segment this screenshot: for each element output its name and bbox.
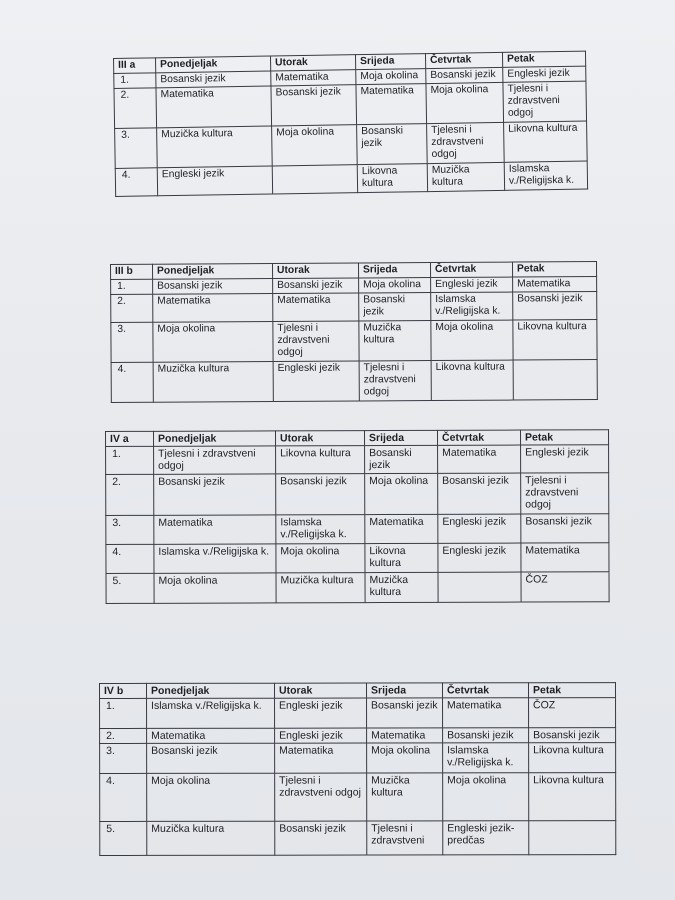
period-number: 4. bbox=[106, 544, 154, 573]
table-row bbox=[106, 445, 609, 475]
day-header: Petak bbox=[520, 430, 608, 445]
lesson-cell: Likovna kultura bbox=[357, 164, 427, 193]
header-row bbox=[100, 683, 616, 699]
lesson-cell: Engleski jezik bbox=[521, 445, 609, 473]
period-number: 3. bbox=[106, 515, 154, 544]
class-label: III b bbox=[111, 264, 153, 279]
period-number: 3. bbox=[100, 743, 147, 773]
lesson-cell: Engleski jezik bbox=[273, 361, 359, 402]
lesson-cell: Moja okolina bbox=[272, 125, 358, 166]
lesson-cell: Bosanski jezik bbox=[443, 728, 529, 743]
lesson-cell: Muzička kultura bbox=[427, 162, 504, 191]
table-row bbox=[111, 360, 597, 403]
table-row bbox=[100, 773, 616, 822]
lesson-cell: Bosanski jezik bbox=[426, 67, 503, 83]
lesson-cell: Tjelesni i zdravstveni odgoj bbox=[275, 773, 367, 821]
day-header: Srijeda bbox=[367, 683, 443, 698]
lesson-cell: Bosanski jezik bbox=[438, 473, 521, 514]
lesson-cell: Likovna kultura bbox=[504, 121, 588, 162]
lesson-cell: Matematika bbox=[153, 294, 273, 323]
period-number: 3. bbox=[111, 322, 153, 362]
lesson-cell: Islamska v./Religijska k. bbox=[504, 161, 587, 190]
period-number: 4. bbox=[100, 773, 147, 821]
lesson-cell: Bosanski jezik bbox=[156, 71, 271, 88]
lesson-cell: Engleski jezik bbox=[275, 728, 367, 743]
day-header: Ponedjeljak bbox=[153, 264, 273, 280]
timetable-iv-a bbox=[105, 429, 610, 604]
lesson-cell: Tjelesni i zdravstveni odgoj bbox=[427, 122, 505, 163]
day-header: Petak bbox=[502, 51, 585, 67]
lesson-cell: Engleski jezik bbox=[431, 277, 513, 293]
day-header: Utorak bbox=[270, 55, 355, 71]
period-number: 4. bbox=[115, 168, 157, 197]
period-number: 1. bbox=[100, 698, 147, 728]
period-number: 2. bbox=[111, 294, 153, 322]
period-number: 1. bbox=[106, 446, 154, 474]
lesson-cell: Bosanski jezik bbox=[359, 293, 431, 321]
lesson-cell: Matematika bbox=[275, 743, 367, 773]
period-number: 1. bbox=[114, 73, 156, 89]
day-header: Četvrtak bbox=[430, 262, 512, 278]
lesson-cell: Likovna kultura bbox=[513, 320, 597, 361]
lesson-cell: Tjelesni i zdravstveni odgoj bbox=[503, 81, 587, 122]
period-number: 2. bbox=[106, 474, 154, 515]
lesson-cell: ČOZ bbox=[529, 698, 616, 728]
lesson-cell: Bosanski jezik bbox=[367, 698, 443, 728]
header-row bbox=[106, 430, 609, 447]
lesson-cell: Moja okolina bbox=[365, 473, 438, 514]
lesson-cell: Islamska v./Religijska k. bbox=[276, 515, 365, 544]
lesson-cell: Bosanski jezik bbox=[529, 728, 616, 743]
lesson-cell: Muzička kultura bbox=[367, 773, 443, 821]
lesson-cell: Engleski jezik bbox=[157, 166, 272, 196]
lesson-cell: Bosanski jezik bbox=[513, 292, 597, 321]
day-header: Ponedjeljak bbox=[147, 683, 275, 698]
day-header: Utorak bbox=[273, 263, 359, 279]
table-row bbox=[106, 572, 609, 604]
table-row bbox=[100, 743, 616, 774]
table-row bbox=[106, 543, 609, 574]
lesson-cell: Muzička kultura bbox=[157, 126, 273, 168]
day-header: Ponedjeljak bbox=[154, 431, 276, 446]
lesson-cell: Islamska v./Religijska k. bbox=[154, 544, 276, 573]
lesson-cell: Engleski jezik bbox=[438, 543, 521, 572]
lesson-cell: Moja okolina bbox=[356, 69, 426, 85]
lesson-cell: ČOZ bbox=[521, 572, 609, 602]
lesson-cell: Matematika bbox=[271, 70, 356, 86]
lesson-cell: Moja okolina bbox=[426, 82, 504, 123]
timetable-iii-a bbox=[113, 51, 588, 197]
day-header: Četvrtak bbox=[443, 683, 529, 698]
lesson-cell bbox=[529, 821, 616, 855]
lesson-cell: Moja okolina bbox=[367, 743, 443, 773]
lesson-cell: Moja okolina bbox=[154, 573, 276, 603]
period-number: 4. bbox=[111, 362, 153, 402]
period-number: 1. bbox=[111, 279, 153, 294]
class-label: III a bbox=[114, 58, 156, 74]
lesson-cell: Matematika bbox=[147, 728, 275, 743]
day-header: Utorak bbox=[276, 431, 365, 446]
lesson-cell: Moja okolina bbox=[443, 773, 529, 821]
lesson-cell: Engleski jezik bbox=[275, 698, 367, 728]
class-label: IV a bbox=[106, 431, 154, 446]
lesson-cell: Matematika bbox=[513, 277, 597, 293]
lesson-cell: Matematika bbox=[365, 514, 438, 543]
lesson-cell: Bosanski jezik bbox=[147, 743, 275, 773]
day-header: Petak bbox=[512, 262, 596, 278]
lesson-cell: Bosanski jezik bbox=[276, 474, 365, 515]
lesson-cell: Likovna kultura bbox=[431, 360, 513, 401]
day-header: Srijeda bbox=[358, 263, 430, 278]
lesson-cell: Engleski jezik bbox=[438, 514, 521, 543]
lesson-cell: Matematika bbox=[438, 445, 521, 473]
period-number: 3. bbox=[115, 128, 158, 169]
timetable-iv-b bbox=[99, 682, 616, 856]
table-row bbox=[111, 292, 597, 323]
lesson-cell: Muzička kultura bbox=[276, 573, 365, 603]
lesson-cell: Likovna kultura bbox=[529, 773, 616, 821]
lesson-cell: Tjelesni i zdravstveni odgoj bbox=[359, 361, 431, 401]
table-row bbox=[100, 698, 616, 729]
lesson-cell: Engleski jezik bbox=[503, 66, 586, 82]
lesson-cell: Matematika bbox=[443, 698, 529, 728]
lesson-cell: Likovna kultura bbox=[276, 446, 365, 474]
lesson-cell: Islamska v./Religijska k. bbox=[443, 743, 529, 773]
lesson-cell: Tjelesni i zdravstveni bbox=[367, 821, 443, 855]
lesson-cell: Bosanski jezik bbox=[154, 474, 276, 515]
lesson-cell: Moja okolina bbox=[153, 322, 273, 363]
lesson-cell bbox=[272, 165, 357, 194]
lesson-cell: Muzička kultura bbox=[359, 321, 431, 361]
period-number: 5. bbox=[100, 821, 147, 855]
class-label: IV b bbox=[100, 683, 147, 698]
lesson-cell: Likovna kultura bbox=[365, 543, 438, 572]
table-row bbox=[106, 473, 609, 516]
lesson-cell: Islamska v./Religijska k. bbox=[147, 698, 275, 728]
day-header: Srijeda bbox=[355, 54, 425, 70]
lesson-cell: Bosanski jezik bbox=[271, 85, 357, 126]
lesson-cell: Matematika bbox=[154, 515, 276, 544]
lesson-cell: Engleski jezik-predčas bbox=[443, 821, 529, 855]
lesson-cell: Matematika bbox=[156, 86, 272, 128]
timetable-iii-b bbox=[110, 261, 598, 403]
day-header: Petak bbox=[529, 683, 616, 698]
lesson-cell: Tjelesni i zdravstveni odgoj bbox=[154, 446, 276, 474]
lesson-cell: Bosanski jezik bbox=[357, 124, 428, 165]
lesson-cell: Matematika bbox=[367, 728, 443, 743]
period-number: 2. bbox=[114, 88, 157, 129]
lesson-cell: Islamska v./Religijska k. bbox=[431, 292, 513, 321]
lesson-cell: Muzička kultura bbox=[365, 572, 438, 602]
lesson-cell: Moja okolina bbox=[276, 544, 365, 573]
period-number: 5. bbox=[106, 573, 154, 603]
lesson-cell: Likovna kultura bbox=[529, 743, 616, 773]
lesson-cell: Bosanski jezik bbox=[275, 821, 367, 855]
lesson-cell: Moja okolina bbox=[147, 773, 275, 821]
period-number: 2. bbox=[100, 728, 147, 743]
lesson-cell: Bosanski jezik bbox=[273, 278, 359, 294]
lesson-cell: Bosanski jezik bbox=[365, 445, 438, 473]
table-row bbox=[100, 821, 616, 856]
lesson-cell: Moja okolina bbox=[431, 320, 513, 361]
lesson-cell: Tjelesni i zdravstveni odgoj bbox=[521, 473, 609, 514]
lesson-cell: Moja okolina bbox=[359, 278, 431, 293]
lesson-cell: Matematika bbox=[356, 84, 427, 125]
table-row bbox=[111, 320, 597, 363]
day-header: Ponedjeljak bbox=[156, 56, 271, 73]
lesson-cell: Matematika bbox=[273, 293, 359, 322]
lesson-cell: Bosanski jezik bbox=[153, 279, 273, 295]
table-row bbox=[100, 728, 616, 744]
lesson-cell: Muzička kultura bbox=[153, 362, 273, 403]
day-header: Četvrtak bbox=[425, 52, 502, 68]
lesson-cell bbox=[513, 360, 597, 401]
day-header: Utorak bbox=[275, 683, 367, 698]
table-row bbox=[115, 161, 587, 196]
lesson-cell: Matematika bbox=[521, 543, 609, 572]
lesson-cell: Bosanski jezik bbox=[521, 514, 609, 543]
table-row bbox=[106, 514, 609, 545]
day-header: Srijeda bbox=[365, 430, 438, 445]
lesson-cell: Muzička kultura bbox=[147, 821, 275, 855]
lesson-cell: Tjelesni i zdravstveni odgoj bbox=[273, 321, 359, 362]
lesson-cell bbox=[438, 572, 521, 602]
day-header: Četvrtak bbox=[437, 430, 520, 445]
